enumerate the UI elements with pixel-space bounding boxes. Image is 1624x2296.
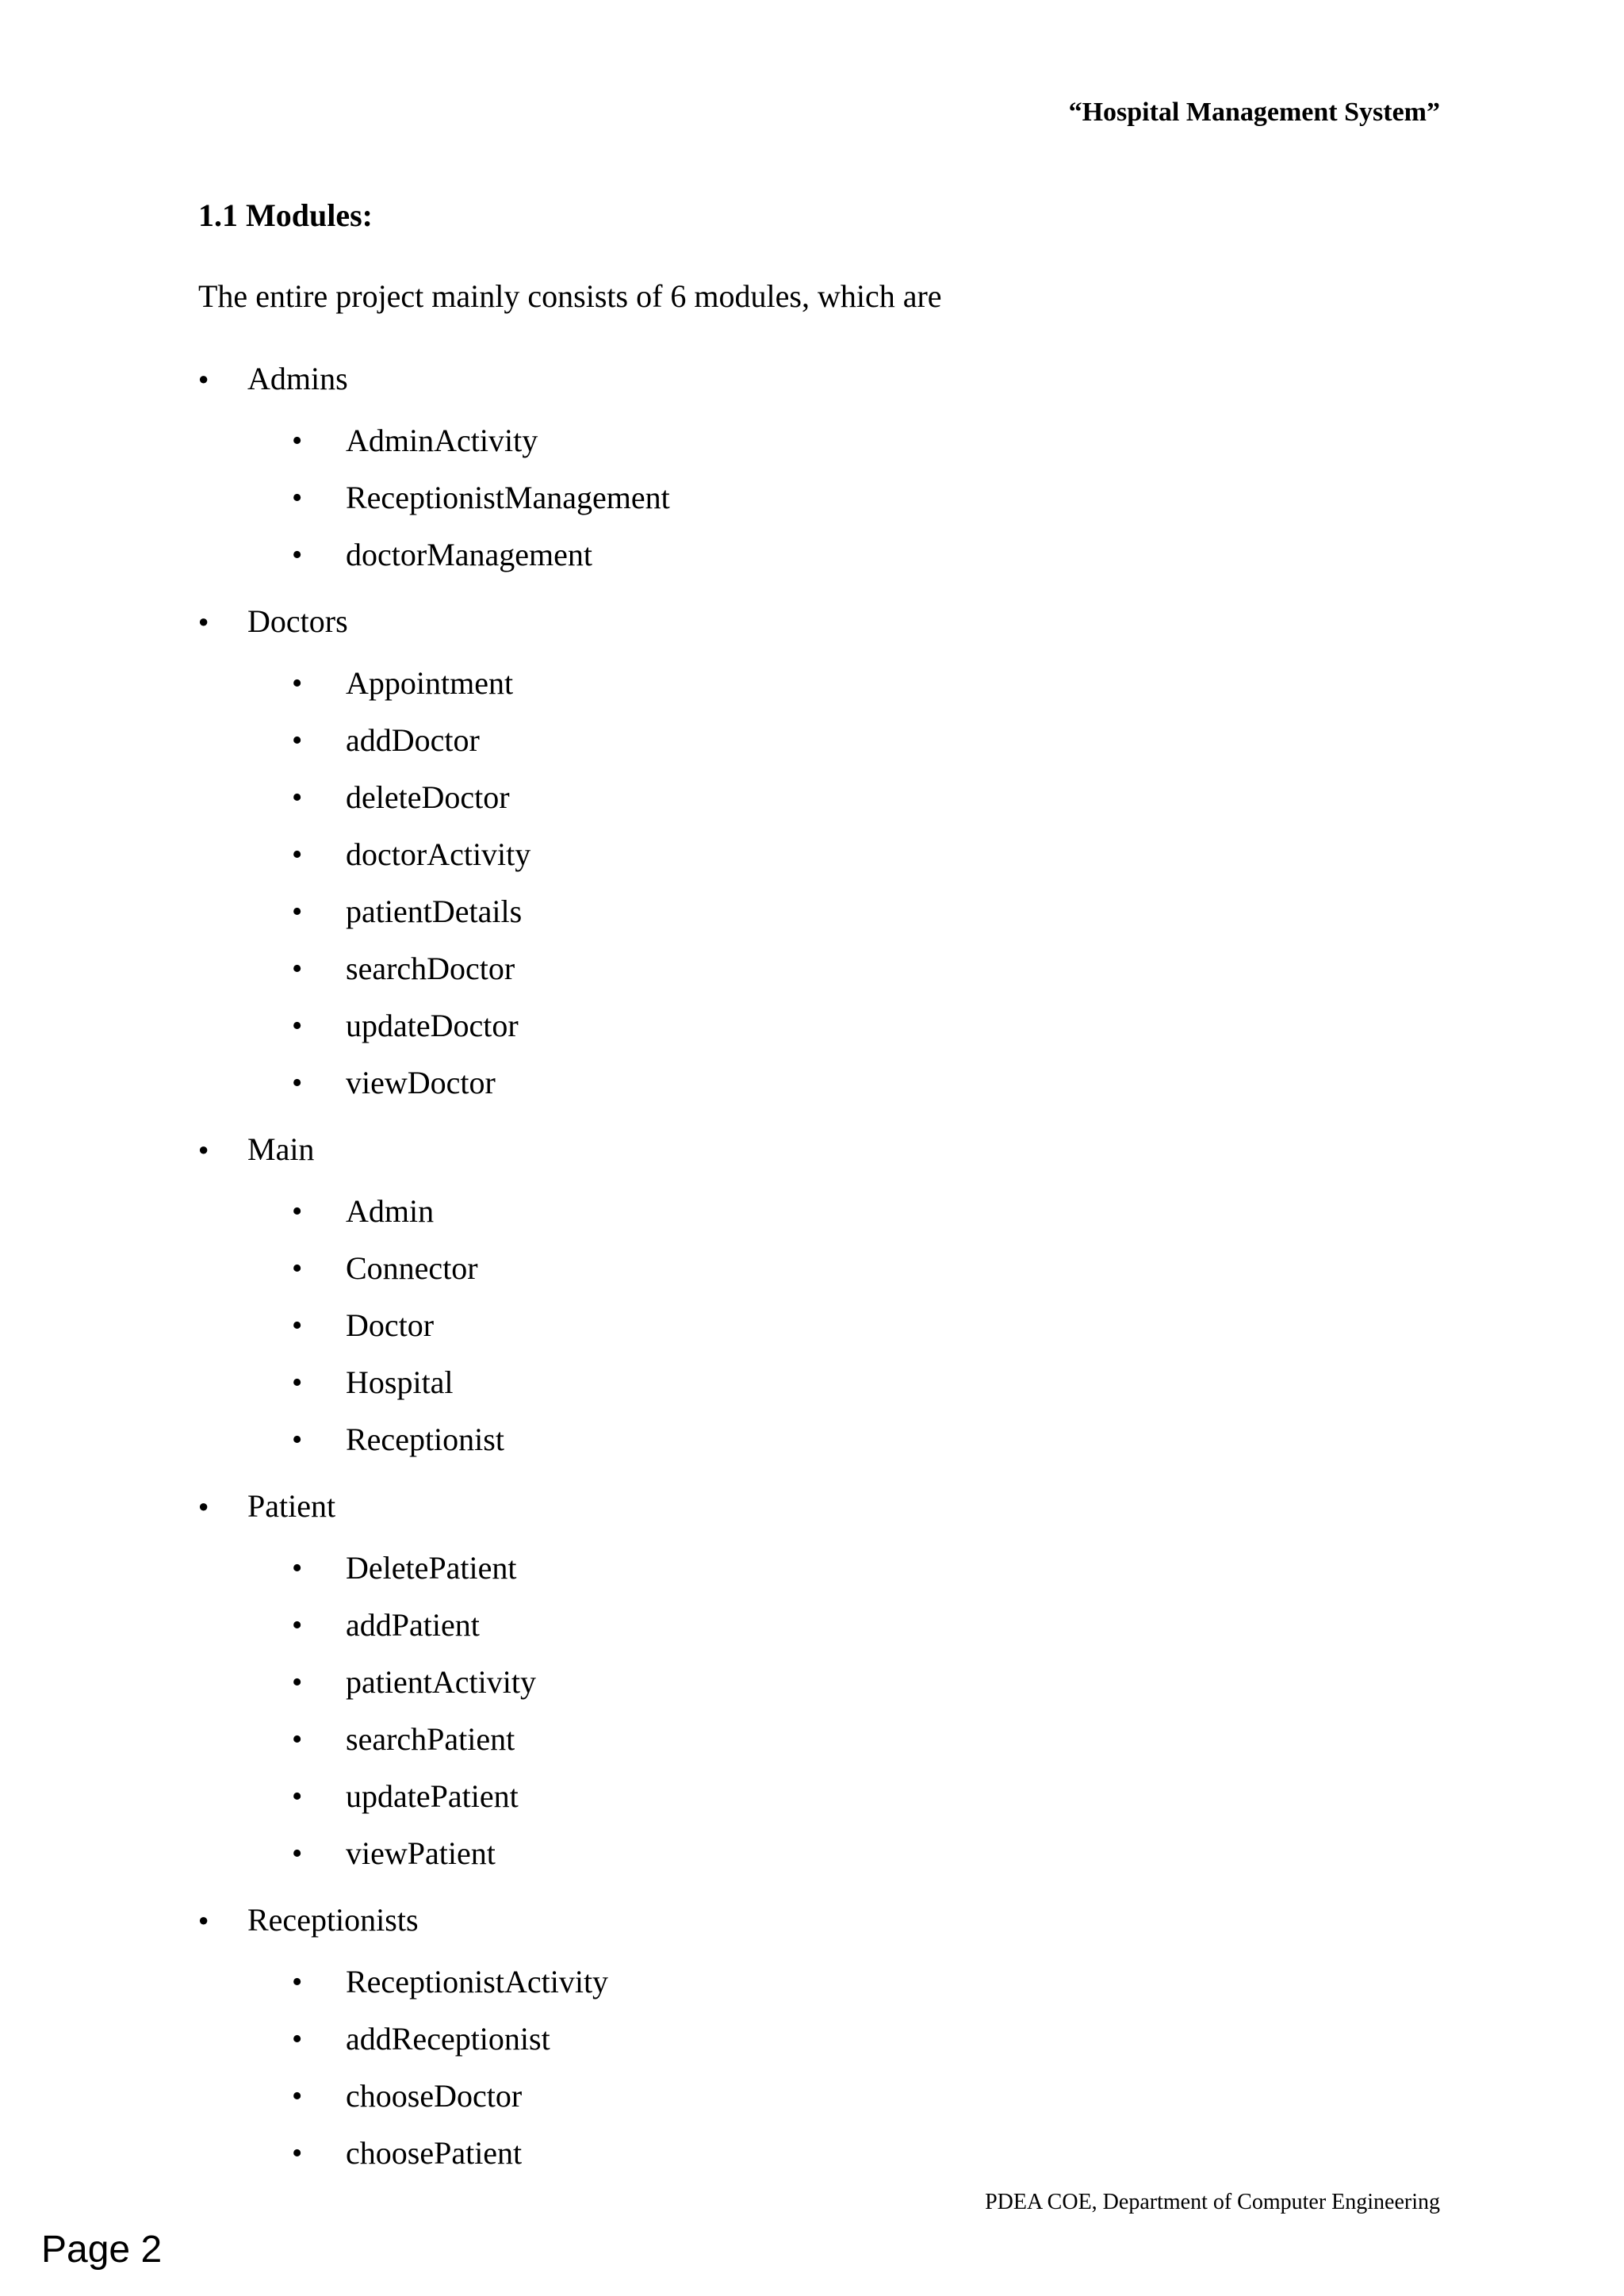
bullet-icon: • — [292, 838, 303, 871]
submodule-item — [292, 412, 1388, 469]
module-group — [198, 598, 1388, 1112]
submodule-label: addDoctor — [346, 722, 480, 758]
bullet-icon: • — [292, 1837, 303, 1870]
bullet-icon: ● — [198, 611, 209, 631]
submodule-item — [292, 655, 1388, 712]
submodule-item — [292, 2068, 1388, 2125]
module-group — [198, 1896, 1388, 2182]
submodule-label: Receptionist — [346, 1422, 504, 1457]
submodule-item — [292, 1297, 1388, 1354]
submodule-item — [292, 1711, 1388, 1768]
bullet-icon: • — [292, 1066, 303, 1100]
submodule-item — [292, 940, 1388, 997]
page-number: Page 2 — [41, 2229, 163, 2271]
bullet-icon: • — [292, 2080, 303, 2113]
submodule-item — [292, 769, 1388, 826]
bullet-icon: • — [292, 1309, 303, 1342]
submodule-item — [292, 2125, 1388, 2182]
submodule-item — [292, 1183, 1388, 1240]
submodule-item — [292, 1954, 1388, 2011]
module-item — [198, 1126, 1388, 1173]
submodule-label: doctorManagement — [346, 537, 592, 572]
submodule-item — [292, 712, 1388, 769]
submodule-label: Hospital — [346, 1364, 454, 1400]
submodule-label: searchDoctor — [346, 951, 515, 986]
module-item — [198, 598, 1388, 645]
submodule-item — [292, 883, 1388, 940]
submodule-label: Connector — [346, 1250, 478, 1286]
submodule-item — [292, 1240, 1388, 1297]
submodule-list — [198, 1540, 1388, 1882]
submodule-label: Doctor — [346, 1307, 435, 1343]
submodule-item — [292, 1354, 1388, 1411]
running-footer: PDEA COE, Department of Computer Engineering — [985, 2190, 1440, 2214]
bullet-icon: • — [292, 1723, 303, 1756]
submodule-label: doctorActivity — [346, 836, 531, 872]
bullet-icon: ● — [198, 1910, 209, 1930]
submodule-label: deleteDoctor — [346, 779, 510, 815]
bullet-icon: • — [292, 1252, 303, 1285]
submodule-list — [198, 412, 1388, 584]
bullet-icon: • — [292, 1552, 303, 1585]
intro-paragraph: The entire project mainly consists of 6 modules, which are — [198, 278, 942, 314]
bullet-icon: • — [292, 481, 303, 515]
bullet-icon: • — [292, 1965, 303, 1999]
submodule-item — [292, 997, 1388, 1054]
submodule-list — [198, 655, 1388, 1112]
bullet-icon: • — [292, 724, 303, 757]
submodule-label: Appointment — [346, 665, 514, 701]
bullet-icon: • — [292, 538, 303, 572]
submodule-label: addReceptionist — [346, 2021, 550, 2057]
submodule-item — [292, 1768, 1388, 1825]
bullet-icon: • — [292, 781, 303, 814]
bullet-icon: • — [292, 1423, 303, 1456]
submodule-label: AdminActivity — [346, 423, 538, 458]
submodule-label: viewDoctor — [346, 1065, 496, 1100]
module-label: Admins — [247, 361, 348, 396]
module-item — [198, 1896, 1388, 1944]
module-list — [198, 355, 1388, 2196]
submodule-label: Admin — [346, 1193, 435, 1229]
submodule-label: chooseDoctor — [346, 2078, 523, 2114]
submodule-item — [292, 1654, 1388, 1711]
submodule-item — [292, 1597, 1388, 1654]
submodule-label: searchPatient — [346, 1721, 515, 1757]
submodule-item — [292, 1540, 1388, 1597]
bullet-icon: • — [292, 2137, 303, 2170]
submodule-list — [198, 1954, 1388, 2182]
submodule-label: addPatient — [346, 1607, 480, 1643]
module-label: Patient — [247, 1488, 336, 1524]
module-label: Doctors — [247, 603, 348, 639]
bullet-icon: ● — [198, 1139, 209, 1159]
bullet-icon: • — [292, 2022, 303, 2056]
bullet-icon: • — [292, 667, 303, 700]
submodule-item — [292, 1411, 1388, 1468]
submodule-label: viewPatient — [346, 1835, 496, 1871]
module-label: Receptionists — [247, 1902, 419, 1938]
running-header-title: “Hospital Management System” — [1068, 98, 1440, 127]
bullet-icon: • — [292, 1009, 303, 1043]
module-item — [198, 355, 1388, 403]
module-item — [198, 1483, 1388, 1530]
bullet-icon: • — [292, 424, 303, 457]
module-group — [198, 1483, 1388, 1882]
bullet-icon: • — [292, 1195, 303, 1228]
module-label: Main — [247, 1131, 315, 1167]
submodule-item — [292, 2011, 1388, 2068]
submodule-item — [292, 1054, 1388, 1112]
submodule-label: updatePatient — [346, 1778, 519, 1814]
bullet-icon: • — [292, 1609, 303, 1642]
module-group — [198, 1126, 1388, 1468]
submodule-label: ReceptionistActivity — [346, 1964, 609, 1999]
submodule-label: choosePatient — [346, 2135, 523, 2171]
module-group — [198, 355, 1388, 584]
bullet-icon: ● — [198, 1496, 209, 1516]
submodule-item — [292, 526, 1388, 584]
submodule-label: patientActivity — [346, 1664, 536, 1700]
submodule-label: patientDetails — [346, 894, 523, 929]
submodule-label: updateDoctor — [346, 1008, 519, 1043]
bullet-icon: • — [292, 1780, 303, 1813]
bullet-icon: • — [292, 1366, 303, 1399]
submodule-item — [292, 1825, 1388, 1882]
submodule-list — [198, 1183, 1388, 1468]
bullet-icon: ● — [198, 369, 209, 388]
submodule-label: DeletePatient — [346, 1550, 517, 1586]
bullet-icon: • — [292, 952, 303, 985]
bullet-icon: • — [292, 895, 303, 928]
submodule-item — [292, 826, 1388, 883]
bullet-icon: • — [292, 1666, 303, 1699]
submodule-item — [292, 469, 1388, 526]
submodule-label: ReceptionistManagement — [346, 480, 670, 515]
section-heading: 1.1 Modules: — [198, 197, 373, 233]
